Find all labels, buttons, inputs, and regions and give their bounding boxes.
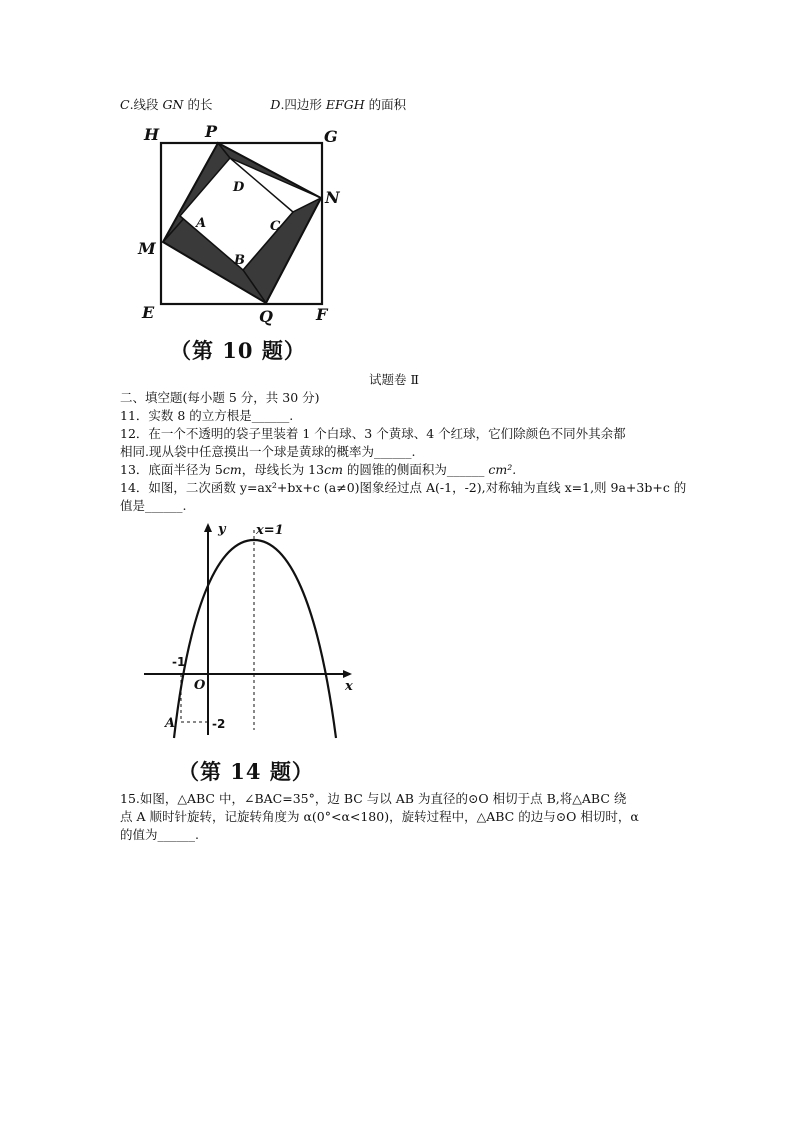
- question-14-line1: 14．如图，二次函数 y=ax²+bx+c (a≠0)图象经过点 A(-1，-2),对称轴为直线 x=1,则 9a+3b+c 的: [120, 480, 687, 495]
- question-15-line3: 的值为______.: [120, 827, 199, 842]
- question-11: 11．实数 8 的立方根是______.: [120, 408, 294, 423]
- figure-14-caption: （第 14 题）: [178, 759, 314, 784]
- label-g: G: [324, 127, 338, 146]
- q10-option-d-text-pre: .四边形: [280, 97, 326, 112]
- label-f: F: [316, 305, 328, 324]
- label-c: C: [270, 219, 281, 234]
- q10-option-c-text-pre: .线段: [129, 97, 163, 112]
- parabola-curve: [174, 540, 336, 738]
- question-15-line2: 点 A 顺时针旋转，记旋转角度为 α(0°<α<180)，旋转过程中，△ABC 的边与⊙O 相切时，α: [120, 809, 639, 824]
- q13-unit-1: cm: [222, 462, 242, 477]
- q10-option-d-letter: D: [270, 97, 281, 112]
- question-14-line2: 值是______.: [120, 498, 187, 513]
- section-2-title: 二、填空题(每小题 5 分，共 30 分): [120, 390, 320, 405]
- figure-10-caption: （第 10 题）: [170, 338, 306, 363]
- point-a-label: A: [165, 716, 176, 731]
- y-axis-label: y: [218, 522, 226, 537]
- x-axis-label: x: [345, 679, 353, 694]
- q13-post: 的圆锥的侧面积为______: [342, 462, 489, 477]
- question-12-line2: 相同.现从袋中任意摸出一个球是黄球的概率为______.: [120, 444, 416, 459]
- label-h: H: [144, 125, 160, 144]
- y-axis-arrow-icon: [204, 523, 212, 532]
- q10-option-c-var: GN: [162, 97, 184, 112]
- label-p: P: [205, 122, 218, 141]
- paper-section-title: 试题卷 Ⅱ: [369, 372, 419, 387]
- label-m: M: [138, 239, 156, 258]
- q10-option-d-text-post: 的面积: [364, 97, 407, 112]
- x-axis-arrow-icon: [343, 670, 352, 678]
- symmetry-axis-label: x=1: [256, 523, 284, 538]
- origin-label: O: [194, 678, 206, 693]
- q10-option-c-text-post: 的长: [183, 97, 213, 112]
- label-d: D: [233, 180, 245, 195]
- label-q: Q: [259, 307, 273, 326]
- label-e: E: [142, 303, 155, 322]
- q13-mid: ，母线长为 13: [241, 462, 325, 477]
- q13-pre: 13．底面半径为 5: [120, 462, 223, 477]
- q10-option-c-letter: C: [120, 97, 130, 112]
- label-b: B: [234, 253, 245, 268]
- tick-neg1-label: -1: [172, 655, 186, 669]
- question-12-line1: 12．在一个不透明的袋子里装着 1 个白球、3 个黄球、4 个红球，它们除颜色不同外其余都: [120, 426, 626, 441]
- q13-unit-3: cm².: [488, 462, 517, 477]
- question-15-line1: 15.如图，△ABC 中，∠BAC=35°，边 BC 与以 AB 为直径的⊙O 相切于点 B,将△ABC 绕: [120, 791, 627, 806]
- tick-neg2-label: -2: [212, 717, 226, 731]
- q10-options-line: [120, 96, 406, 113]
- q13-unit-2: cm: [324, 462, 343, 477]
- figure-10-diagram: [130, 118, 360, 333]
- label-a: A: [196, 216, 207, 231]
- question-13: [120, 461, 516, 478]
- q10-option-d-var: EFGH: [325, 97, 365, 112]
- figure-14-graph: [140, 515, 370, 745]
- label-n: N: [325, 188, 340, 207]
